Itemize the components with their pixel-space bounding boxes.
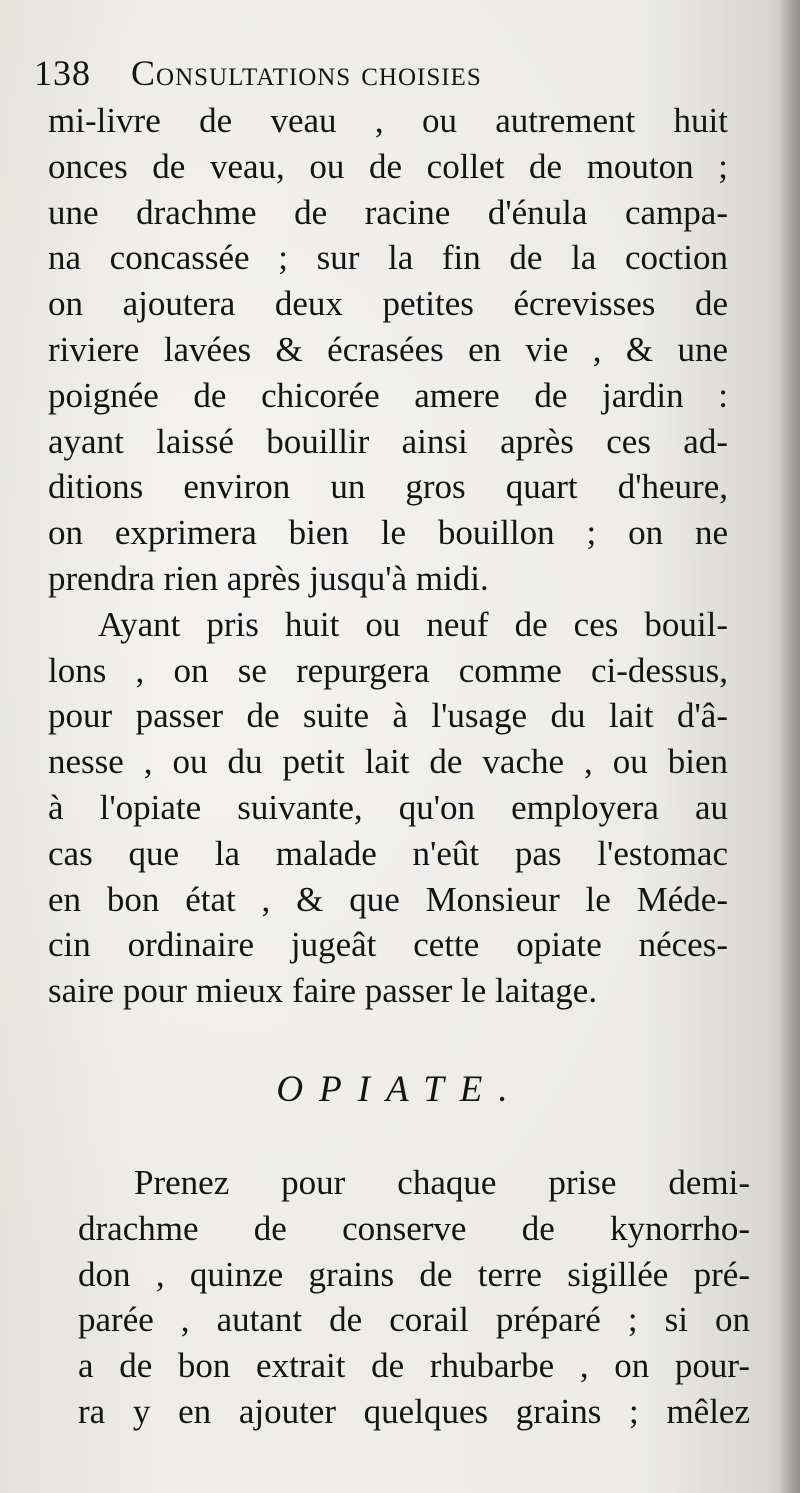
text-line: ayant laissé bouillir ainsi après ces ad- [48,421,728,461]
page-edge-shadow [778,0,800,1493]
text-line: a de bon extrait de rhubarbe , on pour- [78,1346,750,1386]
text-line: parée , autant de corail préparé ; si on [78,1300,750,1340]
text-line: Ayant pris huit ou neuf de ces bouil- [98,604,728,644]
text-line: on exprimera bien le bouillon ; on ne [48,513,728,553]
text-line: cas que la malade n'eût pas l'estomac [48,833,728,873]
text-line: Prenez pour chaque prise demi- [134,1163,750,1202]
text-line: mi-livre de veau , ou autrement huit [48,101,728,140]
section-heading: OPIATE. [276,1069,524,1110]
running-header [34,52,724,102]
page-number: 138 [34,53,91,93]
text-line: na concassée ; sur la fin de la coction [48,238,728,278]
text-line: poignée de chicorée amere de jardin : [48,375,728,415]
body-text [48,98,728,1014]
text-line: à l'opiate suivante, qu'on employera au [48,787,728,827]
text-line: drachme de conserve de kynorrho- [78,1208,750,1248]
text-line: ra y en ajouter quelques grains ; mêlez [78,1391,750,1431]
text-line: ditions environ un gros quart d'heure, [48,467,728,507]
text-line: cin ordinaire jugeât cette opiate néces- [48,925,728,965]
text-line: lons , on se repurgera comme ci-dessus, [48,650,728,690]
text-line: une drachme de racine d'énula campa- [48,192,728,232]
text-line: riviere lavées & écrasées en vie , & une [48,329,728,369]
text-line: don , quinze grains de terre sigillée pré- [78,1254,750,1294]
running-title: Consultations choisies [131,53,482,93]
body-text-2 [78,1160,750,1435]
text-line: prendra rien après jusqu'à midi. [48,558,489,598]
text-line: nesse , ou du petit lait de vache , ou bien [48,742,728,782]
text-line: on ajoutera deux petites écrevisses de [48,284,728,324]
text-line: pour passer de suite à l'usage du lait d'â- [48,696,728,736]
text-line: en bon état , & que Monsieur le Méde- [48,879,728,919]
text-line: saire pour mieux faire passer le laitage. [48,971,598,1011]
text-line: onces de veau, ou de collet de mouton ; [48,146,728,186]
